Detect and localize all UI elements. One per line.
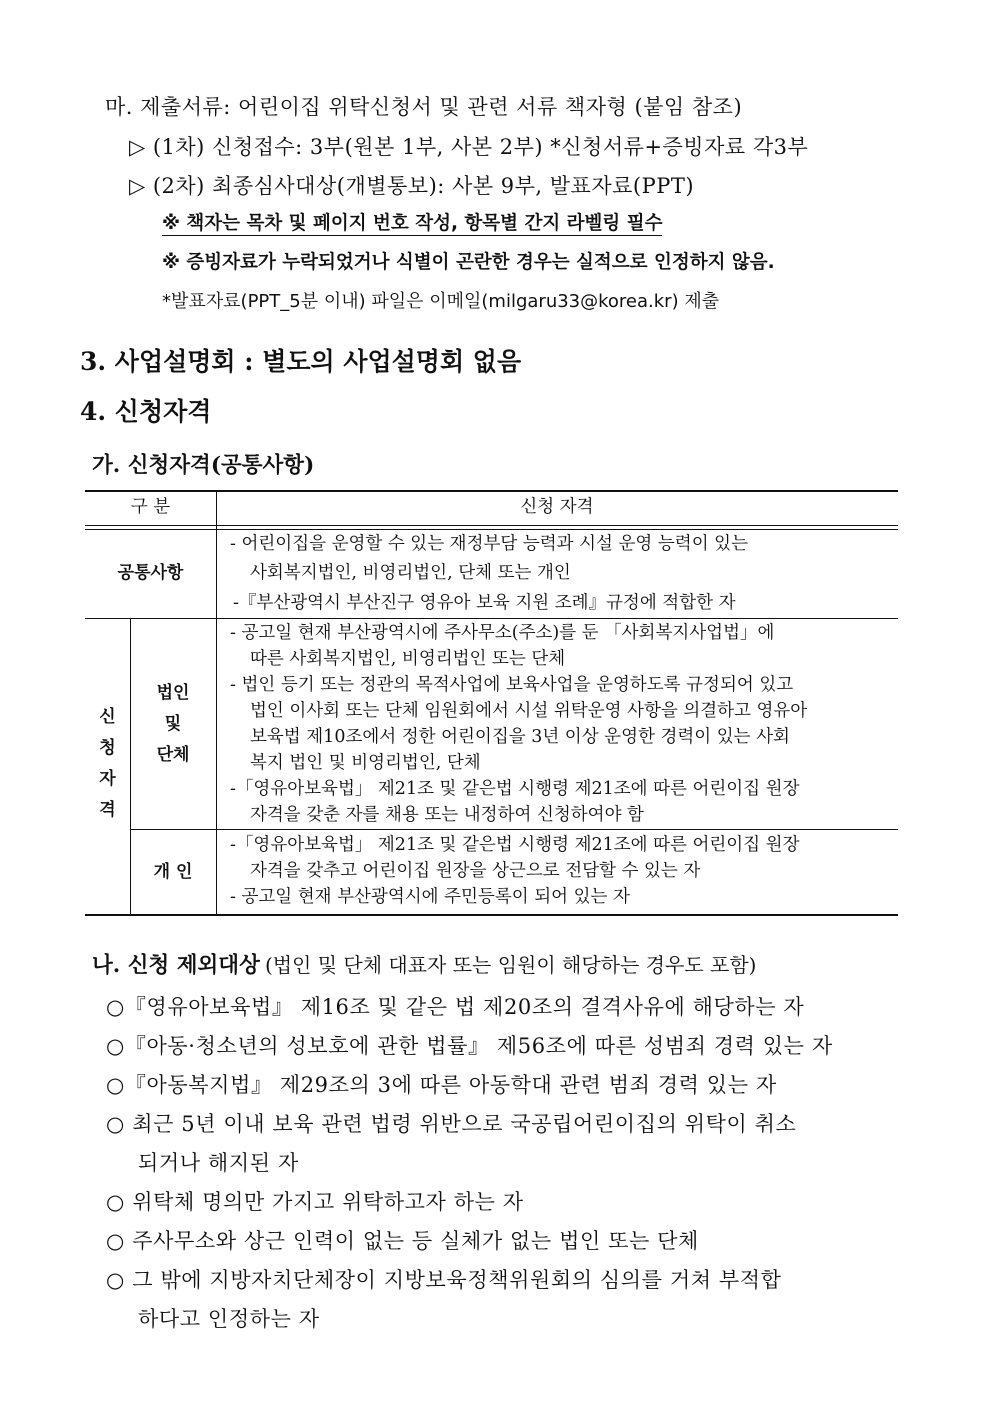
submission-note-booklet: ※ 책자는 목차 및 페이지 번호 작성, 항목별 간지 라벨링 필수 [162,213,663,234]
corp-line-4: 법인 이사회 또는 단체 임원회에서 시설 위탁운영 사항을 의결하고 영유아 [250,701,808,721]
corp-line-6: 복지 법인 및 비영리법인, 단체 [250,753,481,773]
submission-note-evidence: ※ 증빙자료가 누락되었거나 식별이 곤란한 경우는 실적으로 인정하지 않음. [162,252,775,273]
corp-line-8: 자격을 갖춘 자를 채용 또는 내정하여 신청하여야 함 [250,805,644,825]
corp-line-1: - 공고일 현재 부산광역시에 주사무소(주소)를 둔 「사회복지사업법」에 [230,623,775,643]
submission-second-round: ▷ (2차) 최종심사대상(개별통보): 사본 9부, 발표자료(PPT) [129,174,695,198]
corp-line-5: 보육법 제10조에서 정한 어린이집을 3년 이상 운영한 경력이 있는 사회 [250,727,790,747]
common-label: 공통사항 [117,563,184,583]
submission-header: 마. 제출서류: 어린이집 위탁신청서 및 관련 서류 책자형 (붙임 참조) [105,95,743,119]
individual-line-3: - 공고일 현재 부산광역시에 주민등록이 되어 있는 자 [230,887,630,907]
exclusion-item-7-cont: 하다고 인정하는 자 [138,1307,320,1331]
submission-note-ppt: *발표자료(PPT_5분 이내) 파일은 이메일(milgaru33@korea.kr) 제출 [162,291,720,312]
col-header-category: 구 분 [130,497,171,517]
exclusion-item-4: ○ 최근 5년 이내 보육 관련 법령 위반으로 국공립어린이집의 위탁이 취소 [106,1112,797,1136]
corp-line-7: -「영유아보육법」 제21조 및 같은법 시행령 제21조에 따른 어린이집 원장 [230,779,800,799]
individual-label: 개 인 [153,862,193,882]
common-line-3: -『부산광역시 부산진구 영유아 보육 지원 조례』규정에 적합한 자 [233,593,736,613]
section-3-title: 3. 사업설명회 : 별도의 사업설명회 없음 [80,347,522,376]
section-4-title: 4. 신청자격 [80,397,212,426]
subsection-ga-title: 가. 신청자격(공통사항) [92,453,315,478]
subsection-na-title: 나. 신청 제외대상 (법인 및 단체 대표자 또는 임원이 해당하는 경우도 포함) [92,953,757,978]
common-line-1: - 어린이집을 운영할 수 있는 재정부담 능력과 시설 운영 능력이 있는 [230,534,748,554]
col-header-qualification: 신청 자격 [520,497,594,517]
exclusion-item-1: ○『영유아보육법』 제16조 및 같은 법 제20조의 결격사유에 해당하는 자 [106,995,805,1019]
exclusion-item-4-cont: 되거나 해지된 자 [138,1151,299,1175]
common-line-2: 사회복지법인, 비영리법인, 단체 또는 개인 [250,563,571,583]
corp-label: 법인 및 단체 [156,683,190,765]
corp-line-3: - 법인 등기 또는 정관의 목적사업에 보육사업을 운영하도록 규정되어 있고 [230,675,794,695]
eligibility-table [85,490,898,916]
group-label-eligibility: 신 청 자 격 [99,707,116,820]
submission-first-round: ▷ (1차) 신청접수: 3부(원본 1부, 사본 2부) *신청서류+증빙자료 각3부 [129,135,809,159]
exclusion-item-7: ○ 그 밖에 지방자치단체장이 지방보육정책위원회의 심의를 거쳐 부적합 [106,1268,782,1292]
exclusion-item-3: ○『아동복지법』 제29조의 3에 따른 아동학대 관련 범죄 경력 있는 자 [106,1073,777,1097]
corp-line-2: 따른 사회복지법인, 비영리법인 또는 단체 [250,649,566,669]
individual-line-2: 자격을 갖추고 어린이집 원장을 상근으로 전담할 수 있는 자 [250,861,701,881]
individual-line-1: -「영유아보육법」 제21조 및 같은법 시행령 제21조에 따른 어린이집 원장 [230,835,800,855]
exclusion-item-6: ○ 주사무소와 상근 인력이 없는 등 실체가 없는 법인 또는 단체 [106,1229,699,1253]
exclusion-item-2: ○『아동·청소년의 성보호에 관한 법률』 제56조에 따른 성범죄 경력 있는 자 [106,1034,833,1058]
exclusion-item-5: ○ 위탁체 명의만 가지고 위탁하고자 하는 자 [106,1190,524,1214]
